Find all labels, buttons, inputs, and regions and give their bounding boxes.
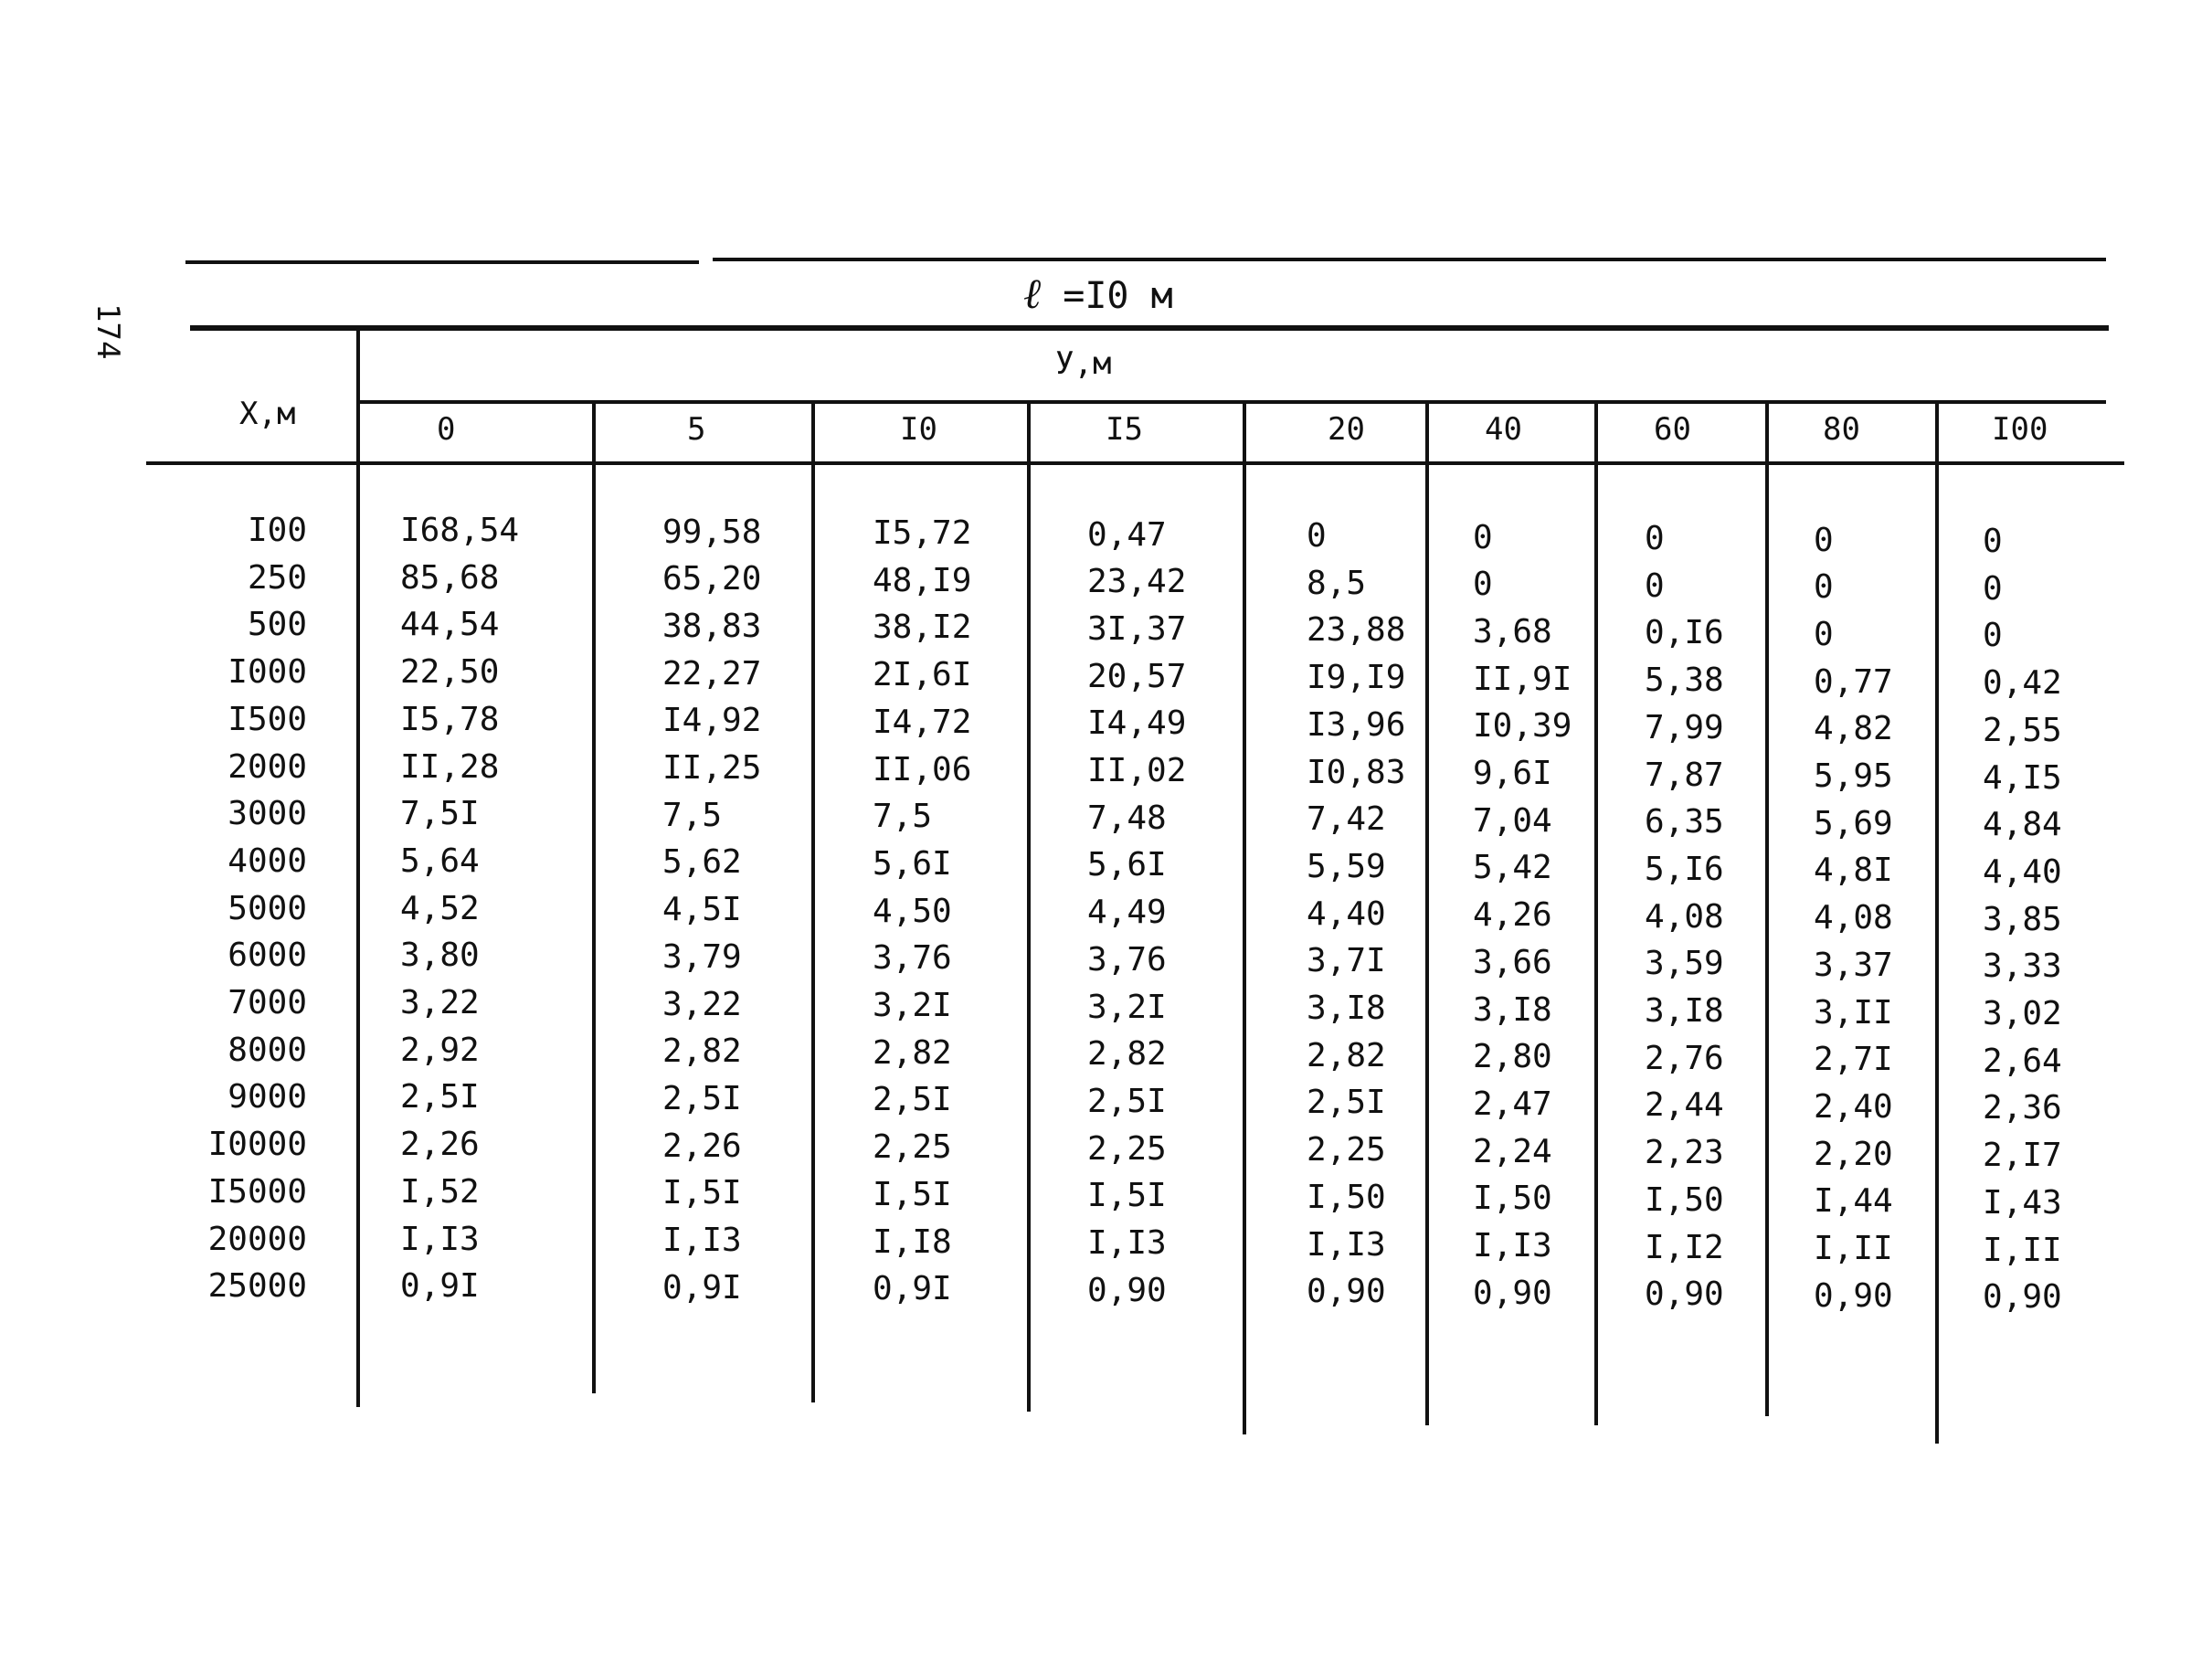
column-divider xyxy=(592,402,596,1393)
table-cell: 7,48 xyxy=(1087,799,1167,837)
table-cell: 3,II xyxy=(1814,993,1893,1032)
table-cell: 0,42 xyxy=(1983,664,2062,703)
page-number: 174 xyxy=(90,303,126,360)
table-cell: I,I8 xyxy=(873,1222,952,1261)
table-cell: 4,8I xyxy=(1814,852,1893,890)
column-divider xyxy=(811,402,815,1402)
table-cell: 2,5I xyxy=(400,1078,480,1116)
column-divider xyxy=(1765,402,1769,1416)
table-cell: 5,64 xyxy=(400,841,480,880)
row-x-value: 6000 xyxy=(228,937,307,975)
table-cell: 2,5I xyxy=(1307,1084,1386,1122)
table-cell: 99,58 xyxy=(662,513,762,551)
table-cell: 0,90 xyxy=(1983,1278,2062,1317)
column-divider xyxy=(356,329,360,1407)
column-header: 0 xyxy=(437,411,456,448)
column-header: 80 xyxy=(1823,411,1860,448)
table-cell: I,I2 xyxy=(1645,1228,1724,1266)
table-cell: 65,20 xyxy=(662,560,762,598)
table-cell: 7,99 xyxy=(1645,708,1724,746)
table-cell: 0,90 xyxy=(1087,1271,1167,1309)
row-x-value: 7000 xyxy=(228,984,307,1021)
table-cell: 0 xyxy=(1645,520,1665,557)
table-cell: 23,42 xyxy=(1087,563,1187,601)
table-cell: 6,35 xyxy=(1645,803,1724,841)
table-cell: 4,49 xyxy=(1087,894,1167,932)
row-x-value: I5000 xyxy=(207,1172,307,1211)
table-cell: I,5I xyxy=(1087,1177,1167,1215)
column-header: 60 xyxy=(1654,411,1691,448)
table-cell: 38,I2 xyxy=(873,608,972,647)
table-cell: 3,I8 xyxy=(1307,989,1386,1027)
table-cell: 85,68 xyxy=(400,558,500,597)
row-x-value: I500 xyxy=(228,700,307,738)
table-cell: 2,7I xyxy=(1814,1041,1893,1079)
table-cell: 3,80 xyxy=(400,937,480,975)
table-cell: 23,88 xyxy=(1307,611,1406,650)
table-cell: 0 xyxy=(1473,566,1493,604)
table-cell: 5,62 xyxy=(662,843,742,882)
table-cell: 4,I5 xyxy=(1983,758,2062,797)
row-x-value: I00 xyxy=(247,512,307,549)
table-cell: 38,83 xyxy=(662,607,762,645)
table-cell: 2,82 xyxy=(1307,1036,1386,1074)
table-cell: II,25 xyxy=(662,749,762,787)
table-cell: 4,50 xyxy=(873,892,952,930)
table-cell: I4,49 xyxy=(1087,704,1187,743)
table-cell: 3,22 xyxy=(662,985,742,1023)
table-cell: 0,9I xyxy=(662,1268,742,1307)
table-cell: 2,26 xyxy=(662,1127,742,1165)
table-cell: 3,59 xyxy=(1645,945,1724,983)
table-cell: I3,96 xyxy=(1307,705,1406,744)
table-cell: I,50 xyxy=(1307,1178,1386,1216)
table-cell: 3,I8 xyxy=(1645,992,1724,1030)
table-cell: 2,23 xyxy=(1645,1134,1724,1172)
table-cell: 9,6I xyxy=(1473,755,1552,792)
table-cell: 3,2I xyxy=(1087,988,1167,1026)
column-divider xyxy=(1594,402,1598,1425)
table-cell: 0,9I xyxy=(400,1267,480,1306)
table-cell: 4,08 xyxy=(1645,897,1724,936)
table-cell: 7,04 xyxy=(1473,801,1552,840)
table-cell: II,06 xyxy=(873,750,972,788)
table-cell: 4,40 xyxy=(1307,894,1386,933)
column-header: I00 xyxy=(1992,411,2048,448)
table-cell: I0,83 xyxy=(1307,753,1406,791)
table-cell: 0 xyxy=(1814,615,1834,653)
table-cell: 7,5 xyxy=(873,798,933,836)
table-cell: 3,33 xyxy=(1983,947,2062,986)
title-text: =I0 м xyxy=(1063,275,1173,317)
table-cell: 2,25 xyxy=(873,1128,952,1167)
table-cell: 2,5I xyxy=(873,1081,952,1119)
table-cell: I,52 xyxy=(400,1172,480,1211)
table-cell: II,9I xyxy=(1473,660,1572,698)
row-x-value: 9000 xyxy=(228,1078,307,1116)
column-group-header-y: У,м xyxy=(1055,345,1112,382)
table-cell: 22,27 xyxy=(662,654,762,693)
table-cell: 22,50 xyxy=(400,653,500,692)
table-cell: 2,64 xyxy=(1983,1042,2062,1080)
table-cell: 3,79 xyxy=(662,937,742,976)
table-cell: I,43 xyxy=(1983,1183,2062,1222)
column-divider xyxy=(1935,402,1939,1444)
table-cell: 0,90 xyxy=(1473,1274,1552,1312)
top-rule-left xyxy=(185,260,699,264)
table-cell: 5,42 xyxy=(1473,849,1552,887)
group-header-rule xyxy=(356,400,2106,404)
column-divider xyxy=(1027,402,1031,1412)
table-cell: 4,08 xyxy=(1814,899,1893,937)
table-cell: 3,66 xyxy=(1473,943,1552,981)
row-x-value: 25000 xyxy=(207,1267,307,1306)
column-divider xyxy=(1243,402,1246,1434)
row-x-value: 250 xyxy=(247,558,307,597)
table-cell: 0 xyxy=(1983,617,2003,655)
row-x-value: 3000 xyxy=(228,795,307,833)
table-cell: I,I3 xyxy=(1473,1227,1552,1265)
table-cell: 0 xyxy=(1983,523,2003,560)
table-cell: 0,I6 xyxy=(1645,614,1724,652)
table-cell: 0,77 xyxy=(1814,662,1893,701)
table-cell: 3,76 xyxy=(873,939,952,978)
column-header: I5 xyxy=(1106,411,1143,448)
table-cell: 7,5 xyxy=(662,796,723,834)
column-header: 20 xyxy=(1328,411,1365,448)
table-cell: 3I,37 xyxy=(1087,609,1187,648)
table-cell: 8,5 xyxy=(1307,564,1367,602)
table-cell: I,II xyxy=(1983,1231,2062,1269)
table-cell: I5,78 xyxy=(400,700,500,738)
table-cell: 3,85 xyxy=(1983,900,2062,938)
table-cell: 3,02 xyxy=(1983,995,2062,1032)
table-cell: 2,82 xyxy=(873,1033,952,1072)
table-cell: 4,52 xyxy=(400,889,480,927)
table-cell: I,50 xyxy=(1645,1180,1724,1219)
table-cell: I,50 xyxy=(1473,1180,1552,1218)
table-cell: I4,72 xyxy=(873,703,972,741)
table-cell: 5,59 xyxy=(1307,847,1386,885)
top-rule-right xyxy=(713,258,2106,261)
table-cell: 5,69 xyxy=(1814,804,1893,842)
row-x-value: 2000 xyxy=(228,747,307,786)
column-header: I0 xyxy=(900,411,937,448)
table-cell: 2,76 xyxy=(1645,1039,1724,1077)
table-cell: 2,24 xyxy=(1473,1132,1552,1170)
row-x-value: 500 xyxy=(247,606,307,644)
table-cell: 2,5I xyxy=(1087,1082,1167,1120)
table-cell: 3,37 xyxy=(1814,946,1893,984)
table-cell: 44,54 xyxy=(400,606,500,644)
table-cell: 2,44 xyxy=(1645,1086,1724,1125)
table-cell: 3,22 xyxy=(400,984,480,1021)
table-cell: I,I3 xyxy=(400,1220,480,1258)
table-cell: 4,40 xyxy=(1983,852,2062,891)
table-cell: 4,82 xyxy=(1814,710,1893,748)
table-cell: I,I3 xyxy=(1307,1225,1386,1264)
header-bottom-rule xyxy=(146,461,2124,465)
table-cell: 2,92 xyxy=(400,1031,480,1069)
table-cell: 5,38 xyxy=(1645,661,1724,700)
table-cell: 5,95 xyxy=(1814,757,1893,795)
table-cell: II,02 xyxy=(1087,752,1187,789)
table-cell: 2,36 xyxy=(1983,1089,2062,1127)
table-cell: 2,25 xyxy=(1087,1129,1167,1168)
table-cell: I,II xyxy=(1814,1230,1893,1267)
table-cell: 0 xyxy=(1307,517,1327,555)
table-cell: 3,7I xyxy=(1307,942,1386,980)
table-cell: II,28 xyxy=(400,747,500,786)
table-cell: 0,90 xyxy=(1645,1275,1724,1314)
table-cell: I,5I xyxy=(662,1174,742,1212)
row-x-value: 20000 xyxy=(207,1220,307,1258)
column-header: 40 xyxy=(1485,411,1522,448)
row-x-value: 8000 xyxy=(228,1031,307,1069)
table-cell: 0,90 xyxy=(1814,1276,1893,1315)
table-cell: 4,5I xyxy=(662,891,742,929)
table-cell: 5,6I xyxy=(873,844,952,883)
table-cell: 2,47 xyxy=(1473,1085,1552,1123)
table-cell: 0,47 xyxy=(1087,515,1167,554)
row-x-value: I0000 xyxy=(207,1126,307,1164)
table-cell: I,I3 xyxy=(1087,1224,1167,1262)
row-x-value: 5000 xyxy=(228,889,307,927)
table-cell: 0,90 xyxy=(1307,1273,1386,1311)
table-cell: 7,87 xyxy=(1645,756,1724,794)
table-cell: 2,55 xyxy=(1983,711,2062,749)
table-cell: 5,I6 xyxy=(1645,850,1724,888)
table-cell: 2,82 xyxy=(662,1032,742,1071)
table-cell: 0,9I xyxy=(873,1270,952,1308)
table-cell: 0 xyxy=(1814,521,1834,559)
table-cell: I5,72 xyxy=(873,514,972,552)
row-x-value: I000 xyxy=(228,653,307,692)
table-cell: 0 xyxy=(1473,518,1493,556)
table-cell: 2,26 xyxy=(400,1126,480,1164)
table-cell: 3,68 xyxy=(1473,612,1552,651)
length-symbol: ℓ xyxy=(1023,269,1042,318)
table-cell: 2,40 xyxy=(1814,1087,1893,1126)
table-cell: I,5I xyxy=(873,1175,952,1213)
table-cell: 3,I8 xyxy=(1473,990,1552,1029)
table-cell: 48,I9 xyxy=(873,561,972,599)
table-cell: 2,25 xyxy=(1307,1131,1386,1169)
table-cell: I68,54 xyxy=(400,512,520,549)
table-cell: 2I,6I xyxy=(873,656,972,694)
table-title xyxy=(1023,269,1173,318)
table-cell: I,I3 xyxy=(662,1222,742,1259)
table-cell: 4,84 xyxy=(1983,806,2062,844)
table-cell: 2,I7 xyxy=(1983,1137,2062,1175)
table-cell: 2,20 xyxy=(1814,1135,1893,1173)
table-cell: 3,76 xyxy=(1087,940,1167,979)
table-cell: I4,92 xyxy=(662,702,762,740)
row-x-value: 4000 xyxy=(228,841,307,880)
table-cell: 0 xyxy=(1645,566,1665,605)
column-header: 5 xyxy=(687,411,706,448)
table-cell: 3,2I xyxy=(873,987,952,1024)
title-rule xyxy=(190,325,2109,331)
row-header-x: X,м xyxy=(239,396,296,432)
table-cell: I0,39 xyxy=(1473,707,1572,746)
table-cell: 2,80 xyxy=(1473,1038,1552,1076)
table-cell: I9,I9 xyxy=(1307,659,1406,697)
table-cell: 4,26 xyxy=(1473,896,1552,935)
table-cell: I,44 xyxy=(1814,1182,1893,1221)
column-divider xyxy=(1425,402,1429,1425)
table-cell: 0 xyxy=(1814,568,1834,607)
table-cell: 2,82 xyxy=(1087,1035,1167,1074)
table-cell: 7,5I xyxy=(400,795,480,833)
table-cell: 0 xyxy=(1983,569,2003,608)
table-cell: 5,6I xyxy=(1087,846,1167,884)
table-cell: 2,5I xyxy=(662,1079,742,1117)
table-cell: 20,57 xyxy=(1087,657,1187,695)
table-cell: 7,42 xyxy=(1307,800,1386,839)
